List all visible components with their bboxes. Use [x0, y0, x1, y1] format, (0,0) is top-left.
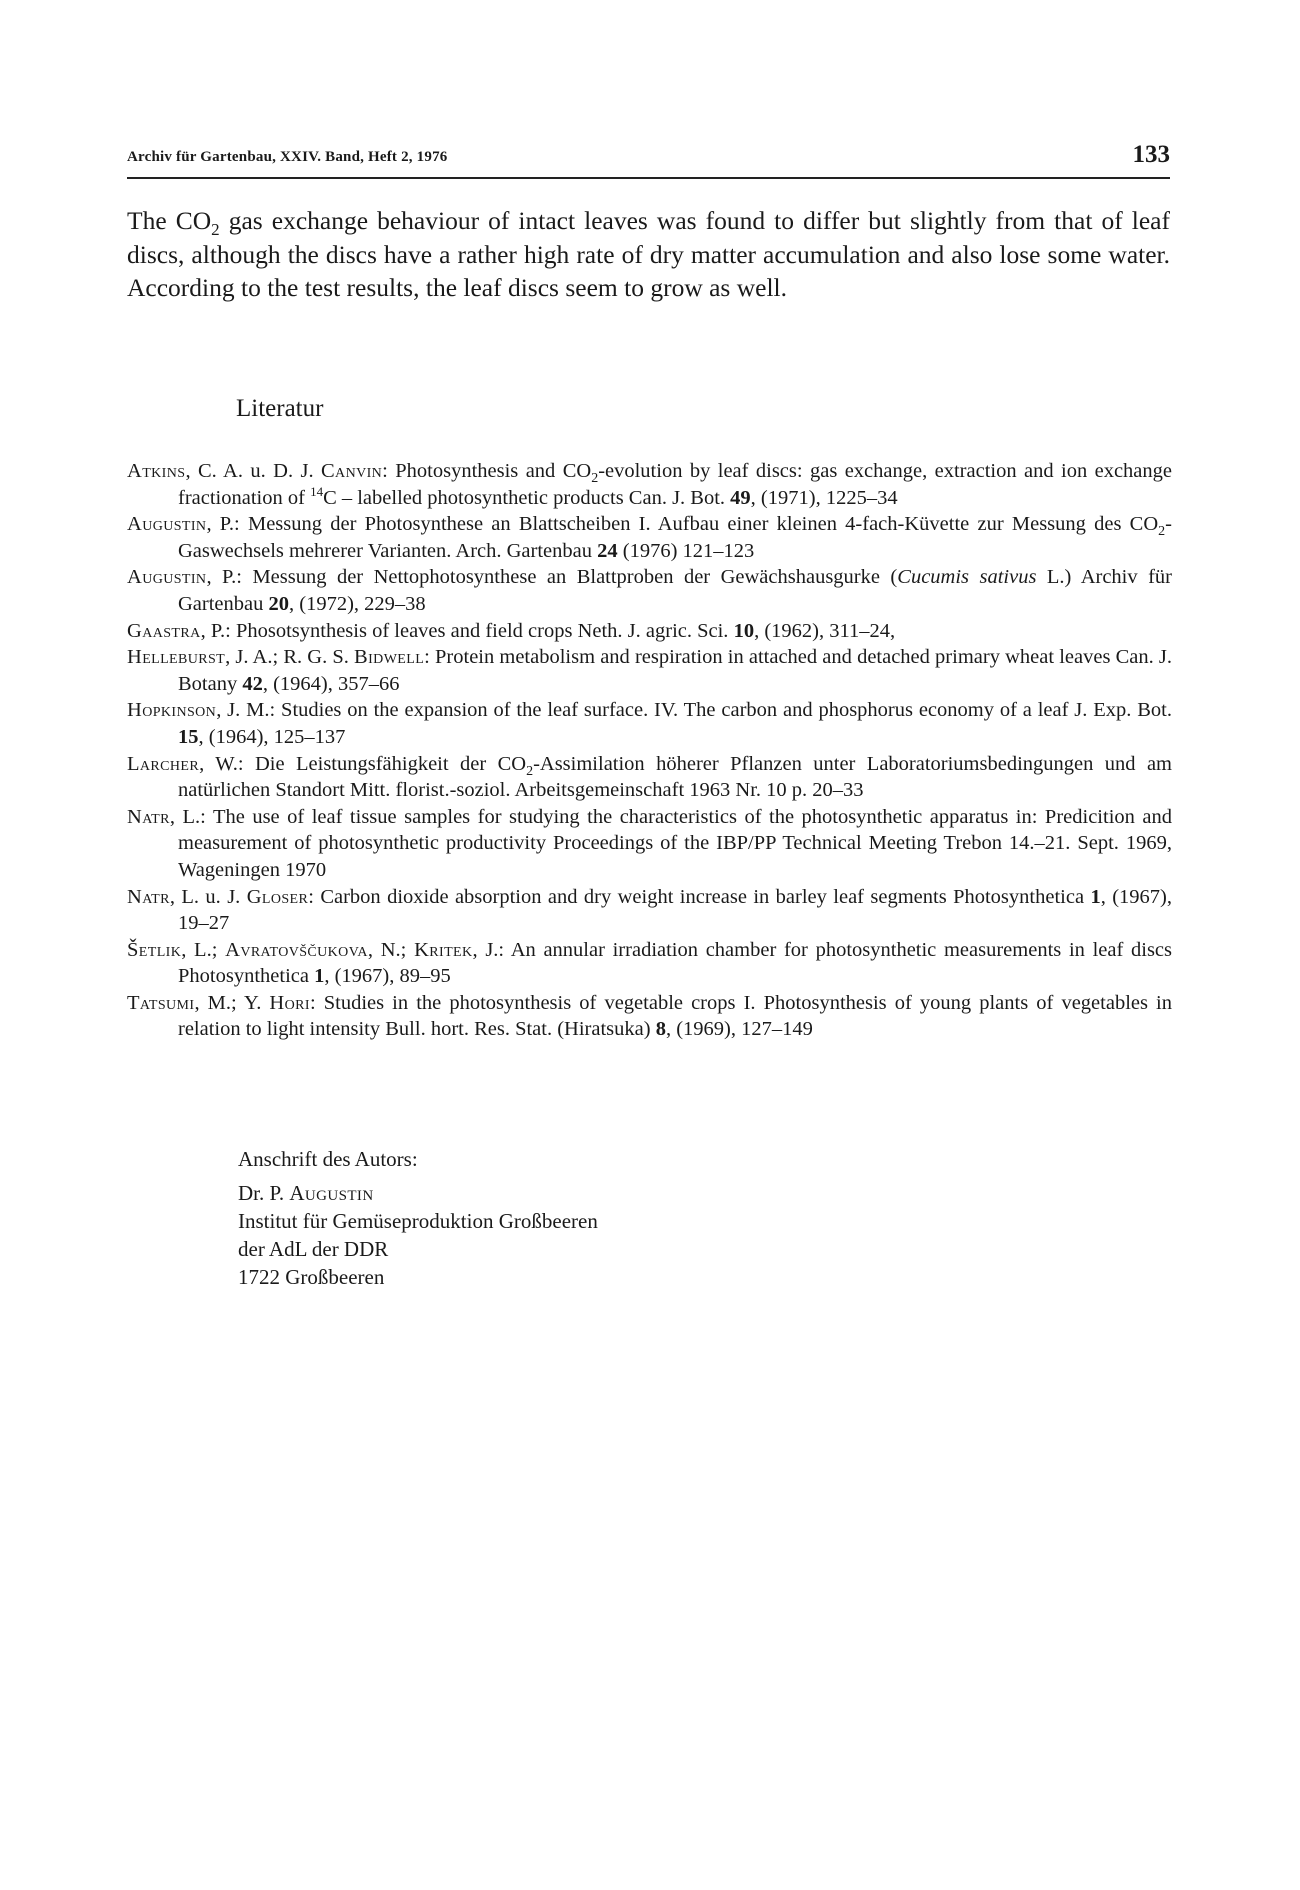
reference-volume: 49	[730, 486, 751, 509]
reference-text: : Carbon dioxide absorption and dry weight increase in barley leaf segments Photosynthetica	[308, 885, 1091, 908]
reference-item	[127, 511, 1172, 564]
reference-author: Hori	[269, 991, 310, 1014]
address-name: Augustin	[289, 1181, 374, 1205]
reference-item	[127, 697, 1172, 750]
address-line: Institut für Gemüseproduktion Großbeeren	[238, 1209, 598, 1233]
reference-list	[127, 458, 1172, 1043]
reference-item	[127, 618, 1172, 645]
reference-text: , J.: An annular irradiation chamber for photosynthetic measurements in leaf discs Photosynthetica	[178, 938, 1173, 988]
reference-text: C – labelled photosynthetic products Can. J. Bot.	[323, 486, 731, 509]
reference-volume: 42	[242, 672, 263, 695]
reference-volume: 8	[655, 1018, 666, 1041]
reference-text: , P.: Messung der Nettophotosynthese an Blattproben der Gewächshausgurke (	[206, 566, 898, 589]
reference-volume: 1	[314, 965, 325, 988]
reference-text: -Gaswechsels mehrerer Varianten. Arch. Gartenbau	[178, 513, 1172, 562]
reference-author: Augustin	[127, 566, 207, 589]
reference-superscript: 14	[310, 483, 324, 499]
reference-subscript: 2	[526, 763, 534, 779]
reference-author: Gloser	[246, 885, 309, 908]
reference-text: : Studies in the photosynthesis of vegetable crops I. Photosynthesis of young plants of vegetables in relation to light intensity Bull. hort. Res. Stat. (Hiratsuka)	[178, 991, 1172, 1041]
reference-text: , J. A.; R. G. S.	[225, 646, 355, 669]
reference-subscript: 2	[591, 471, 599, 487]
page-number: 133	[1132, 141, 1170, 168]
reference-author: Larcher	[127, 752, 200, 775]
reference-text: L.) Archiv für Gartenbau	[178, 566, 1172, 615]
reference-text: , W.: Die Leistungsfähigkeit der CO	[199, 752, 527, 775]
reference-text: , (1969), 127–149	[665, 1018, 813, 1041]
reference-item	[127, 644, 1172, 697]
reference-author: Natr	[127, 805, 170, 828]
reference-item	[127, 564, 1172, 617]
reference-text: , (1971), 1225–34	[750, 486, 898, 509]
running-title: Archiv für Gartenbau, XXIV. Band, Heft 2, 1976	[127, 149, 448, 165]
address-line: der AdL der DDR	[238, 1237, 389, 1261]
reference-text: , (1964), 125–137	[198, 725, 346, 748]
reference-text: , N.;	[367, 938, 415, 961]
reference-author: Kritek	[414, 938, 473, 961]
reference-text: , M.; Y.	[194, 991, 270, 1014]
summary-paragraph	[127, 204, 1170, 305]
reference-text: , (1967), 89–95	[324, 965, 451, 988]
reference-text: : Protein metabolism and respiration in attached and detached primary wheat leaves Can. J. Botany	[178, 646, 1172, 695]
reference-volume: 1	[1090, 885, 1101, 908]
reference-author: Atkins	[127, 460, 186, 482]
summary-text-rest: gas exchange behaviour of intact leaves was found to differ but slightly from that of leaf discs, although the discs have a rather high rate of dry matter accumulation and also lose some water. According to the test results, the leaf discs seem to grow as well.	[127, 206, 1170, 302]
reference-subscript: 2	[1158, 524, 1166, 540]
reference-item	[127, 937, 1172, 990]
address-name-line	[238, 1179, 598, 1207]
reference-text: , J. M.: Studies on the expansion of the leaf surface. IV. The carbon and phosphorus economy of a leaf J. Exp. Bot.	[216, 699, 1172, 722]
reference-item	[127, 751, 1172, 804]
reference-author: Canvin	[320, 460, 383, 482]
reference-author: Gaastra	[127, 619, 201, 642]
reference-text: , L. u. J.	[169, 885, 247, 908]
reference-volume: 10	[733, 619, 755, 642]
reference-text: , (1964), 357–66	[262, 672, 400, 695]
reference-text: -evolution by leaf discs: gas exchange, extraction and ion exchange fractionation of	[178, 460, 1172, 509]
reference-item	[127, 804, 1172, 884]
reference-author: Augustin	[127, 513, 207, 536]
reference-text: -Assimilation höherer Pflanzen unter Laboratoriumsbedingungen und am natürlichen Standort Mitt. florist.-soziol. Arbeitsgemeinschaft 1963 Nr. 10 p. 20–33	[178, 752, 1173, 802]
reference-volume: 20	[268, 592, 289, 615]
reference-text: , L.: The use of leaf tissue samples for studying the characteristics of the photosynthetic apparatus in: Predicition and measurement of photosynthetic productivity Proceedings of the IBP/PP Technical Meeting Trebon 14.–21. Sept. 1969, Wageningen 1970	[169, 805, 1172, 881]
reference-author: Avratovščukova	[225, 938, 368, 961]
reference-volume: 24	[597, 539, 618, 562]
reference-text: , P.: Messung der Photosynthese an Blattscheiben I. Aufbau einer kleinen 4-fach-Küvette zur Messung des CO	[206, 513, 1159, 536]
reference-text: , L.;	[181, 938, 226, 961]
reference-species: Cucumis sativus	[897, 566, 1037, 589]
author-address	[238, 1145, 598, 1291]
reference-item	[127, 990, 1172, 1043]
address-line: 1722 Großbeeren	[238, 1265, 385, 1289]
reference-text: , (1967), 19–27	[178, 885, 1173, 935]
reference-text: , (1972), 229–38	[289, 592, 426, 615]
reference-author: Šetlik	[127, 938, 182, 961]
reference-volume: 15	[178, 725, 199, 748]
running-head	[127, 141, 1170, 179]
address-name-prefix: Dr. P.	[238, 1181, 290, 1205]
reference-text: (1976) 121–123	[617, 539, 755, 562]
reference-text: , P.: Phosotsynthesis of leaves and field crops Neth. J. agric. Sci.	[200, 619, 734, 642]
reference-author: Bidwell	[354, 646, 425, 669]
reference-text: : Photosynthesis and CO	[382, 460, 592, 482]
reference-author: Natr	[127, 885, 170, 908]
literature-heading: Literatur	[236, 395, 324, 422]
reference-item	[127, 884, 1172, 937]
summary-text-start: The CO	[127, 206, 212, 235]
reference-author: Hopkinson	[127, 699, 217, 722]
address-label: Anschrift des Autors:	[238, 1147, 418, 1171]
summary-subscript: 2	[211, 220, 220, 240]
reference-text: , (1962), 311–24,	[754, 619, 896, 642]
reference-text: , C. A. u. D. J.	[185, 460, 321, 482]
reference-item	[127, 458, 1172, 511]
reference-author: Tatsumi	[127, 991, 195, 1014]
reference-author: Helleburst	[127, 646, 226, 669]
